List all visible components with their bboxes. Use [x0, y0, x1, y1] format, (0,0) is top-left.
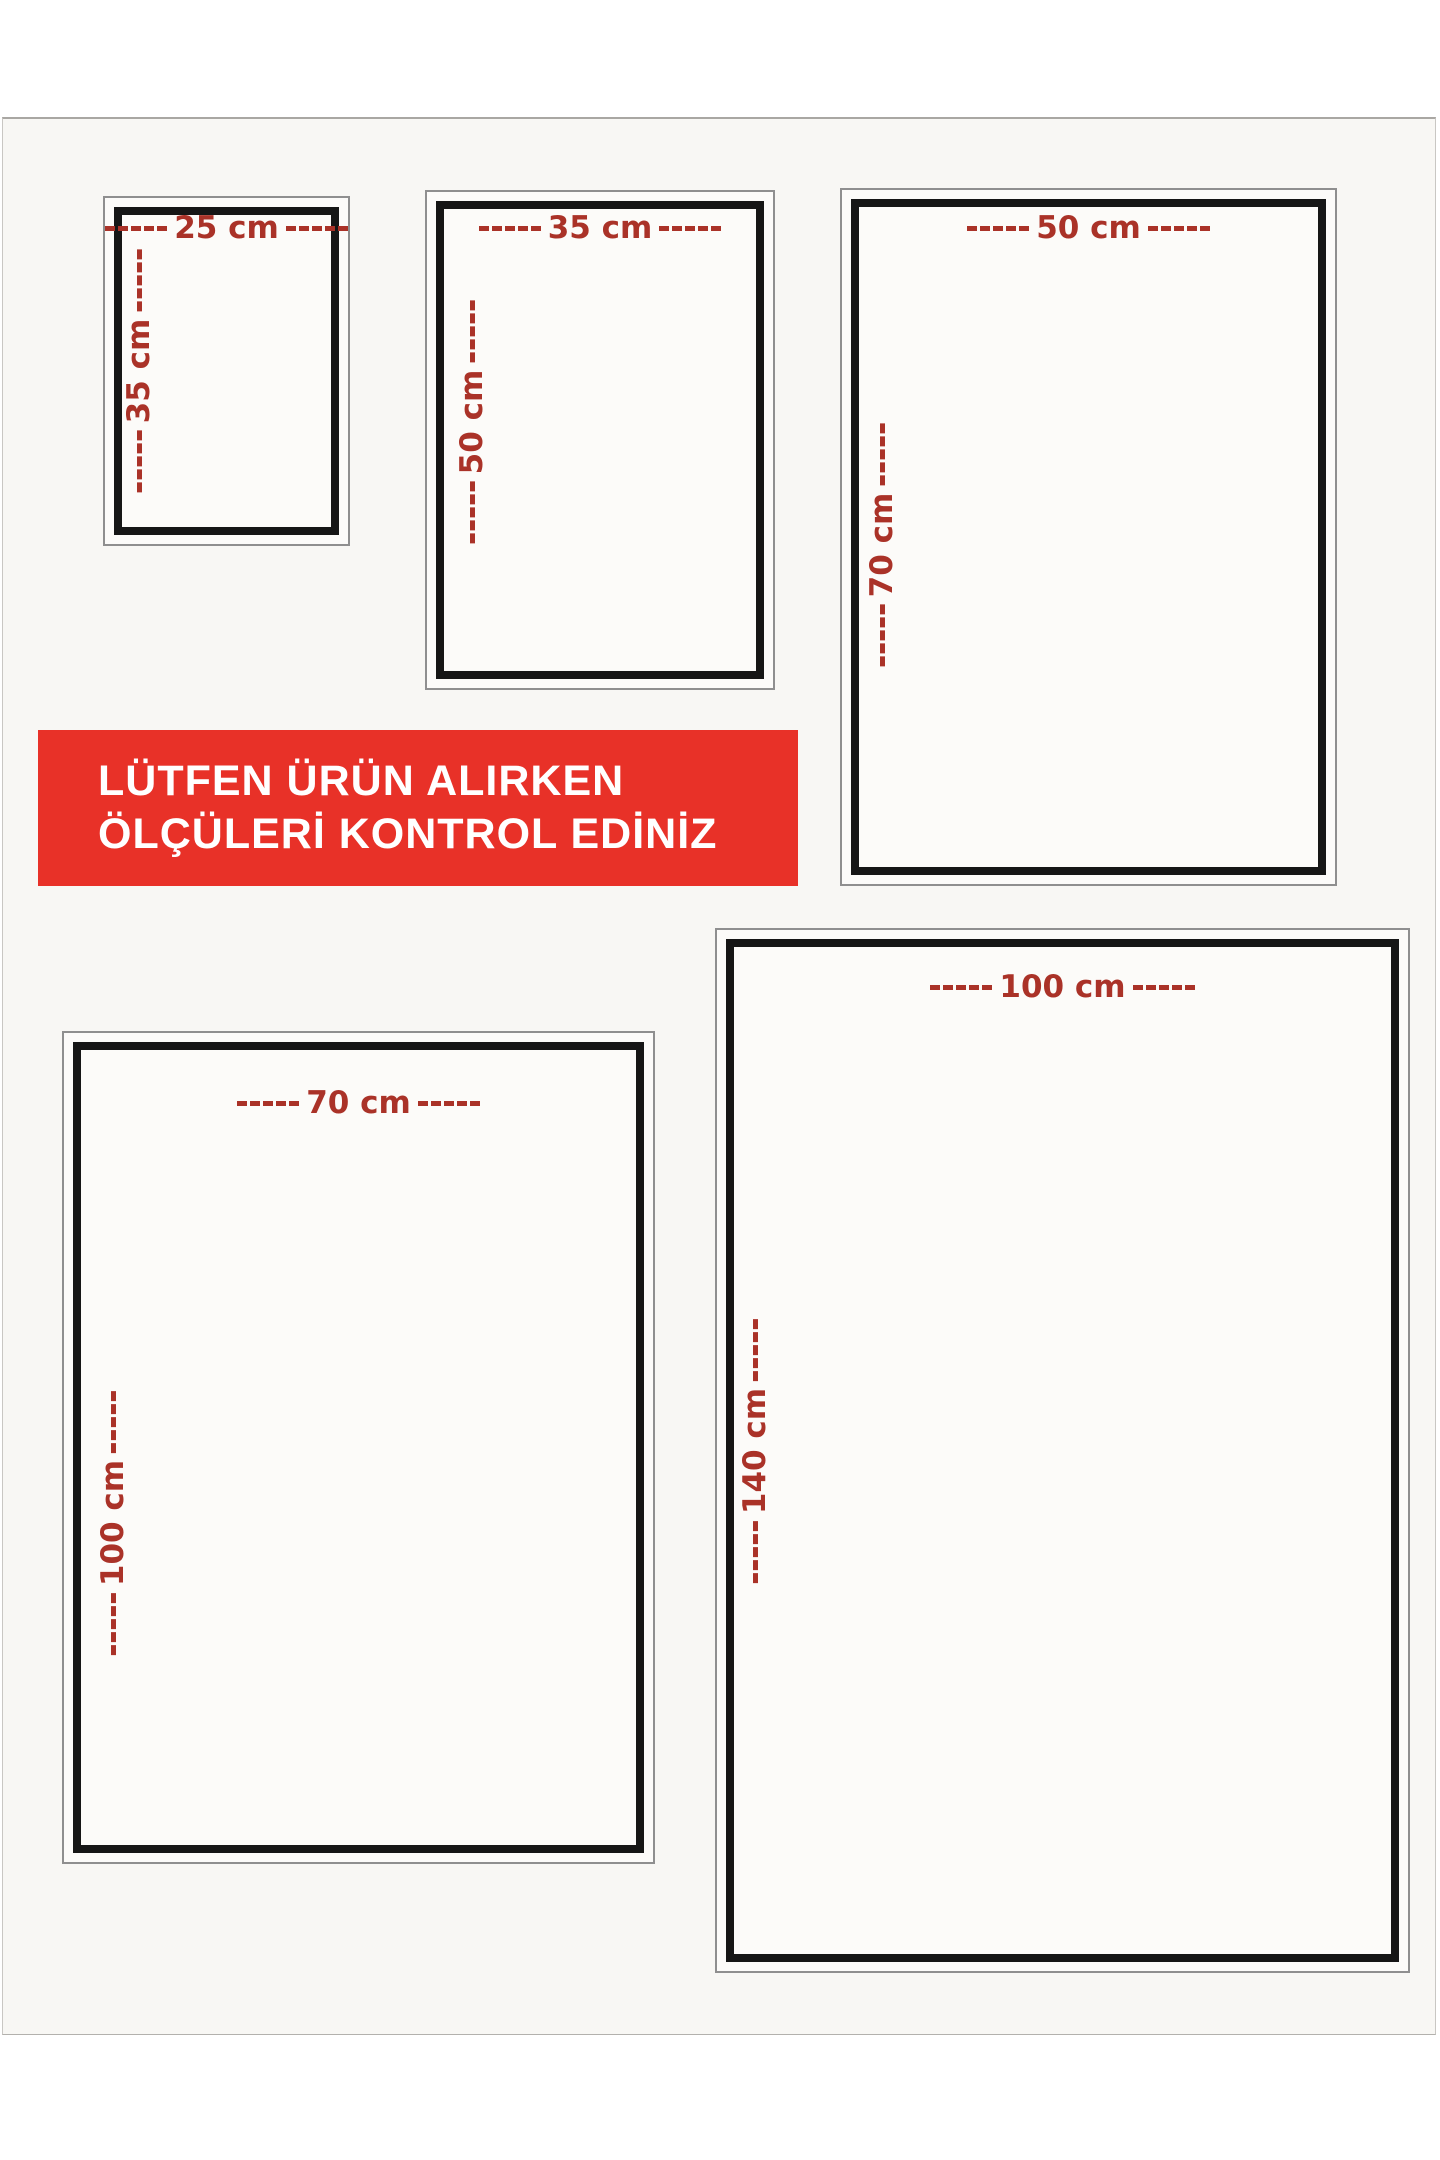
width-dimension-label — [842, 210, 1335, 246]
height-dimension-label — [121, 250, 157, 493]
width-value: 100 cm — [999, 969, 1126, 1005]
dashed-line — [753, 1521, 758, 1583]
dashed-line — [479, 226, 541, 231]
measurement-warning-banner — [38, 730, 798, 886]
dashed-line — [659, 226, 721, 231]
height-dimension-label — [454, 301, 490, 544]
width-dimension-label — [427, 210, 773, 246]
warning-line-2: ÖLÇÜLERİ KONTROL EDİNİZ — [98, 810, 718, 858]
size-box-25x35 — [103, 196, 350, 546]
dashed-line — [111, 1593, 116, 1655]
size-box-frame — [726, 939, 1399, 1962]
height-value: 100 cm — [95, 1459, 131, 1586]
dashed-line — [1133, 985, 1195, 990]
size-box-70x100 — [62, 1031, 655, 1864]
height-value: 140 cm — [737, 1387, 773, 1514]
width-value: 50 cm — [1036, 210, 1141, 246]
height-value: 50 cm — [454, 369, 490, 475]
dashed-line — [237, 1101, 299, 1106]
dashed-line — [967, 226, 1029, 231]
height-dimension-label — [864, 424, 900, 667]
width-dimension-label — [64, 1085, 653, 1121]
dashed-line — [1148, 226, 1210, 231]
height-value: 35 cm — [121, 318, 157, 424]
dashed-line — [880, 604, 885, 666]
dashed-line — [470, 481, 475, 543]
height-value: 70 cm — [864, 492, 900, 598]
size-box-frame — [73, 1042, 644, 1853]
height-dimension-label — [737, 1318, 773, 1582]
dashed-line — [418, 1101, 480, 1106]
dashed-line — [137, 430, 142, 492]
dashed-line — [470, 301, 475, 363]
size-box-50x70 — [840, 188, 1337, 886]
dashed-line — [753, 1318, 758, 1380]
width-value: 70 cm — [306, 1085, 411, 1121]
dashed-line — [111, 1390, 116, 1452]
size-box-35x50 — [425, 190, 775, 690]
dashed-line — [105, 226, 167, 231]
warning-line-1: LÜTFEN ÜRÜN ALIRKEN — [98, 757, 625, 805]
height-dimension-label — [95, 1390, 131, 1654]
dashed-line — [880, 424, 885, 486]
size-box-100x140 — [715, 928, 1410, 1973]
width-value: 25 cm — [174, 210, 279, 246]
dashed-line — [930, 985, 992, 990]
size-box-frame — [851, 199, 1326, 875]
width-dimension-label — [105, 210, 348, 246]
dashed-line — [137, 250, 142, 312]
dashed-line — [286, 226, 348, 231]
width-value: 35 cm — [547, 210, 653, 246]
width-dimension-label — [717, 969, 1408, 1005]
